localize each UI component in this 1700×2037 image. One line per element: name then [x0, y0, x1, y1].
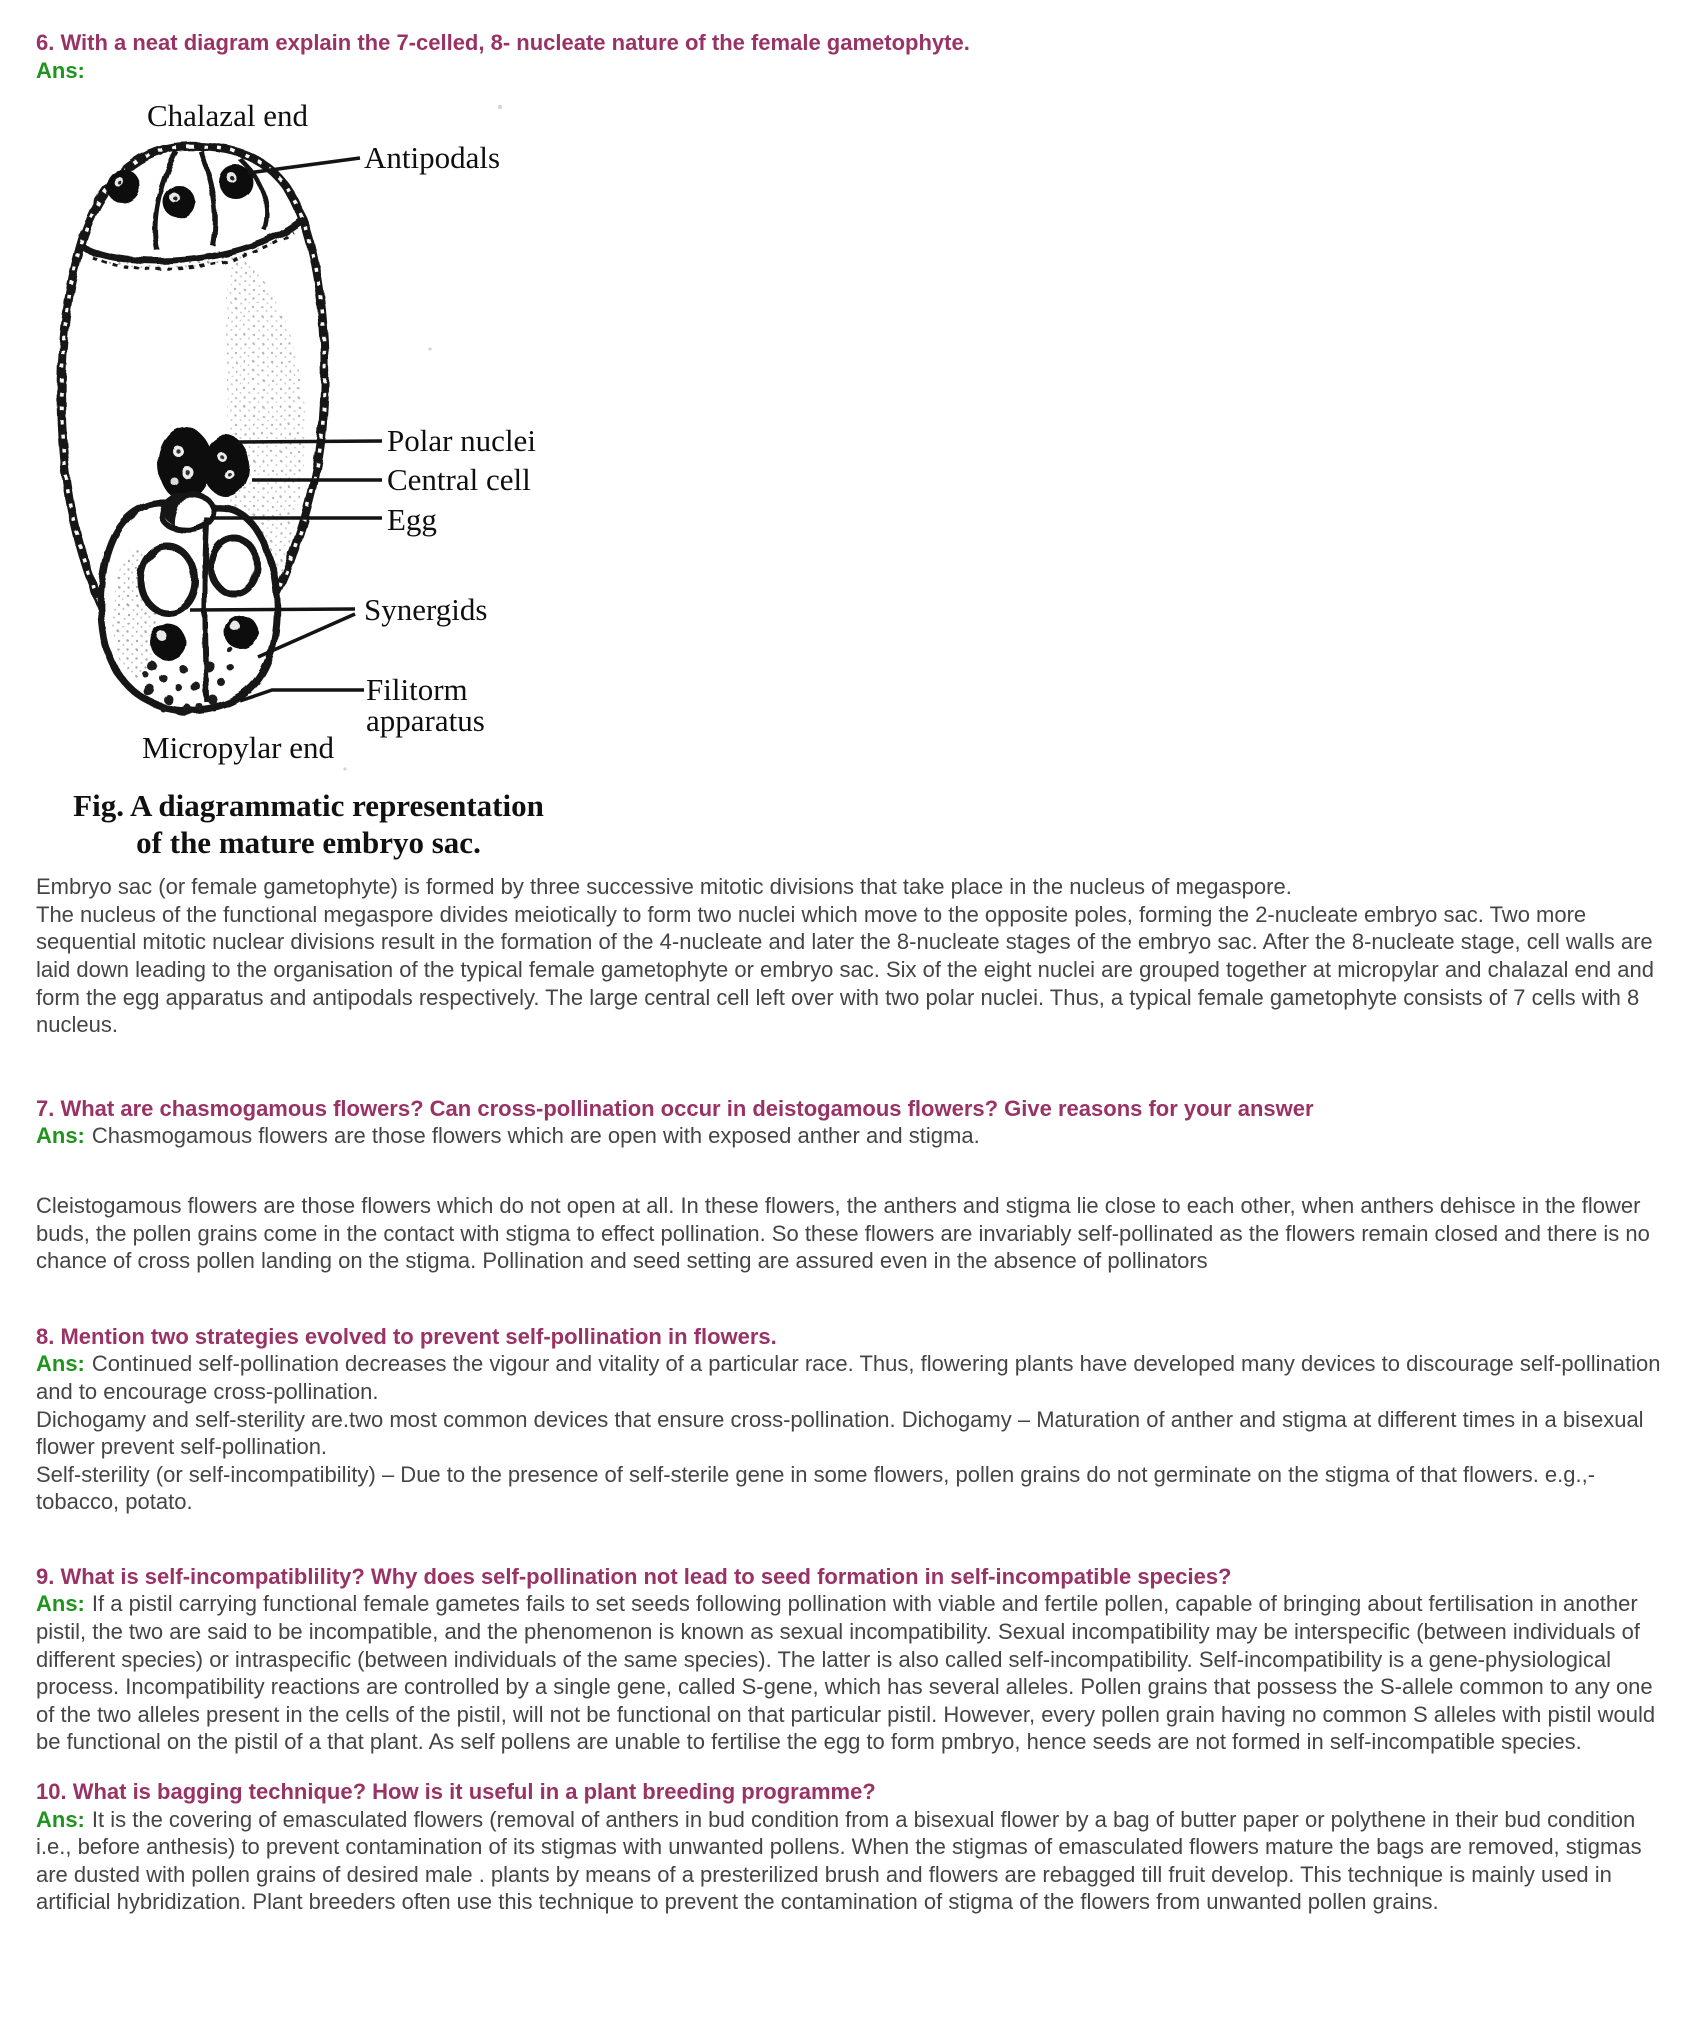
- question-7-heading: 7. What are chasmogamous flowers? Can cross-pollination occur in deistogamous flowers? Give reasons for your answer: [36, 1095, 1314, 1121]
- figure-caption-line2: of the mature embryo sac.: [136, 825, 481, 861]
- polar-nuclei-pointer: [238, 441, 382, 442]
- figure-caption: [36, 787, 581, 861]
- answer-8-paragraph-2: Dichogamy and self-sterility are.two most common devices that ensure cross-pollination. Dichogamy – Maturation of anther and stigma at different times in a bisexual flower prevent self-pollination.: [36, 1406, 1644, 1460]
- embryo-sac-diagram: [40, 84, 560, 774]
- sac-drawing: [61, 146, 324, 712]
- answer-6-paragraph-1: Embryo sac (or female gametophyte) is formed by three successive mitotic divisions that take place in the nucleus of megaspore.: [36, 874, 1292, 900]
- egg-apparatus: [101, 492, 277, 710]
- figure-label-central-cell: Central cell: [387, 462, 531, 498]
- answer-10-line: [36, 1806, 1666, 1916]
- answer-7-text: Chasmogamous flowers are those flowers which are open with exposed anther and stigma.: [91, 1123, 980, 1149]
- answer-6-paragraph-2: The nucleus of the functional megaspore divides meiotically to form two nuclei which move to the opposite poles, forming the 2-nucleate embryo sac. Two more sequential mitotic nuclear divisions result in the formation of the 4-nucleate and later the 8-nucleate stages of the embryo sac. After the 8-nucleate stage, cell walls are laid down leading to the organisation of the typical female gametophyte or embryo sac. Six of the eight nuclei are grouped together at micropylar and chalazal end and form the egg apparatus and antipodals respectively. The large central cell left over with two polar nuclei. Thus, a typical female gametophyte consists of 7 cells with 8 nucleus.: [36, 901, 1654, 1038]
- figure-label-filiform-line1: Filitorm: [366, 672, 468, 708]
- figure-label-chalazal-end: Chalazal end: [147, 98, 308, 134]
- figure-caption-line1: Fig. A diagrammatic representation: [73, 788, 544, 824]
- question-10-heading: 10. What is bagging technique? How is it useful in a plant breeding programme?: [36, 1779, 876, 1805]
- question-6-heading: 6. With a neat diagram explain the 7-celled, 8- nucleate nature of the female gametophyte.: [36, 30, 970, 55]
- figure-label-polar-nuclei: Polar nuclei: [387, 423, 536, 459]
- answer-label-8: Ans:: [36, 1351, 85, 1377]
- figure-label-antipodals: Antipodals: [364, 140, 501, 176]
- answer-10-text: It is the covering of emasculated flowers (removal of anthers in bud condition from a bisexual flower by a bag of butter paper or polythene in their bud condition i.e., before anthesis) to prevent contamination of its stigmas with unwanted pollens. When the stigmas of emasculated flowers mature the bags are removed, stigmas are dusted with pollen grains of desired male . plants by means of a presterilized brush and flowers are rebagged till fruit develop. This technique is mainly used in artificial hybridization. Plant breeders often use this technique to prevent the contamination of stigma of the flowers from unwanted pollen grains.: [36, 1806, 1642, 1915]
- answer-8-paragraph-3: Self-sterility (or self-incompatibility) – Due to the presence of self-sterile gene in some flowers, pollen grains do not germinate on the stigma of that flowers. e.g.,- tobacco, potato.: [36, 1461, 1596, 1515]
- question-8-heading: 8. Mention two strategies evolved to prevent self-pollination in flowers.: [36, 1323, 777, 1349]
- figure-label-synergids: Synergids: [364, 592, 488, 628]
- answer-8-text: Continued self-pollination decreases the vigour and vitality of a particular race. Thus, flowering plants have developed many devices to discourage self-pollination and to encourage cross-pollination.: [36, 1351, 1661, 1404]
- figure-label-micropylar-end: Micropylar end: [142, 730, 334, 766]
- answer-7-line: [36, 1122, 1666, 1150]
- answer-label-9: Ans:: [36, 1591, 85, 1617]
- figure-label-egg: Egg: [387, 502, 437, 538]
- question-9-heading: 9. What is self-incompatiblility? Why does self-pollination not lead to seed formation in self-incompatible species?: [36, 1563, 1232, 1589]
- figure-label-filiform-line2: apparatus: [366, 703, 485, 739]
- polar-nuclei: [158, 427, 249, 501]
- answer-label-10: Ans:: [36, 1806, 85, 1832]
- answer-9-text: If a pistil carrying functional female gametes fails to set seeds following pollination with viable and fertile pollen, capable of bringing about fertilisation in another pistil, the two are said to be incompatible, and the phenomenon is known as sexual incompatibility. Sexual incompatibility may be interspecific (between individuals of different species) or intraspecific (between individuals of the same species). The latter is also called self-incompatibility. Self-incompatibility is a gene-physiological process. Incompatibility reactions are controlled by a single gene, called S-gene, which has several alleles. Pollen grains that possess the S-allele common to any one of the two alleles present in the cells of the pistil, will not be functional on that particular pistil. However, every pollen grain having no common S alleles with pistil would be functional on the pistil of a that plant. As self pollens are unable to fertilise the egg to form pmbryo, hence seeds are not formed in self-incompatible species.: [36, 1591, 1656, 1755]
- synergids-pointer-1: [190, 609, 355, 610]
- embryo-sac-figure: [36, 84, 1666, 787]
- filiform-pointer: [240, 690, 364, 701]
- answer-label-7: Ans:: [36, 1123, 85, 1149]
- answer-9-line: [36, 1590, 1666, 1756]
- answer-label-6: Ans:: [36, 57, 85, 83]
- answer-7-paragraph-2: Cleistogamous flowers are those flowers which do not open at all. In these flowers, the anthers and stigma lie close to each other, when anthers dehisce in the flower buds, the pollen grains come in the contact with stigma to effect pollination. So these flowers are invariably self-pollinated as the flowers remain closed and there is no chance of cross pollen landing on the stigma. Pollination and seed setting are assured even in the absence of pollinators: [36, 1192, 1650, 1274]
- answer-8-line: [36, 1350, 1666, 1405]
